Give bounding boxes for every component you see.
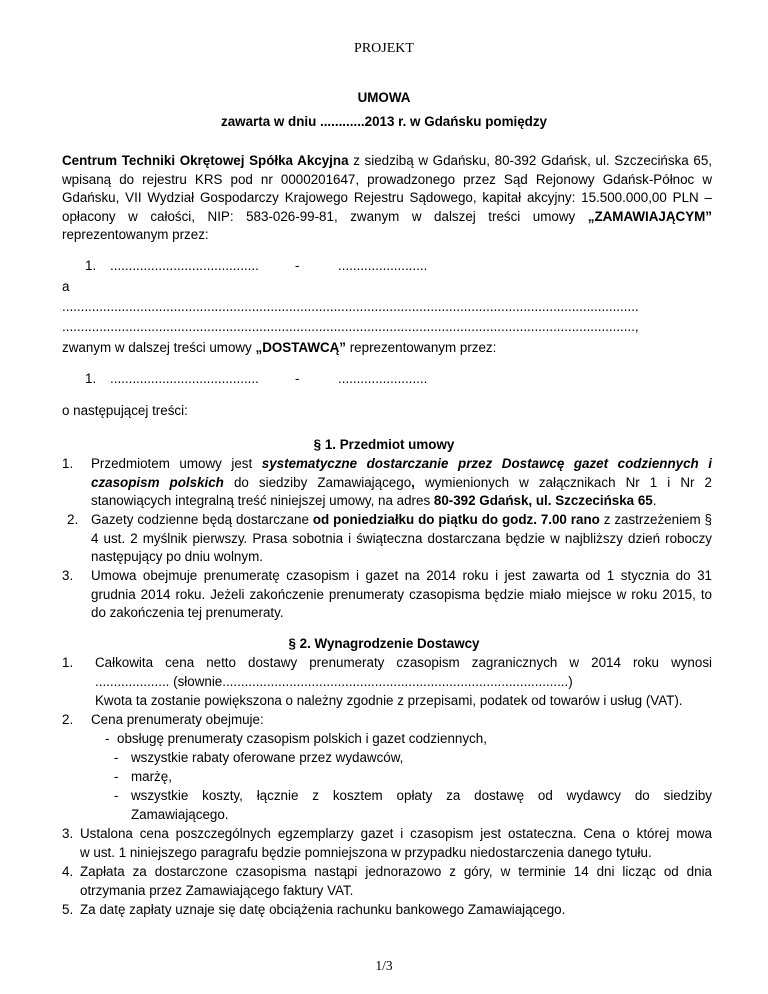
- s1-item-1-text-e: wymienionych w załącznikach Nr 1 i Nr 2 stanowiących integralną treść niniejszej umowy, na adres: [91, 474, 712, 509]
- s2-bullet-4-cont: Zamawiającego.: [131, 807, 229, 822]
- s1-item-1-emphasis: systematyczne dostarczanie przez Dostawcę gazet codziennych i czasopism polskich: [91, 456, 712, 490]
- ordering-party-paragraph: [62, 152, 712, 245]
- ordering-rep-title-blank: ........................: [338, 258, 428, 273]
- ordering-party-represented: reprezentowanym przez:: [62, 227, 209, 243]
- supplier-prefix: zwanym w dalszej treści umowy: [62, 340, 256, 355]
- supplier-represented: reprezentowanym przez:: [346, 340, 497, 355]
- supplier-intro-line: [62, 339, 496, 358]
- s2-item-3-line-1: Ustalona cena poszczególnych egzemplarzy gazet i czasopism jest ostateczna. Cena o której mowa: [80, 826, 712, 841]
- and-word: a: [62, 279, 70, 294]
- s1-item-2: [91, 511, 712, 567]
- draft-label: PROJEKT: [354, 41, 414, 56]
- contract-title: UMOWA: [357, 90, 411, 105]
- supplier-rep-title-blank: ........................: [338, 371, 428, 386]
- ordering-party-role: ZAMAWIAJĄCYM”: [594, 208, 712, 224]
- s1-item-2-text-a: Gazety codzienne będą dostarczane: [91, 512, 313, 527]
- s1-item-1-address: 80-392 Gdańsk, ul. Szczecińska 65: [433, 493, 653, 509]
- supplier-blank-line-2: ..........................................................................................................................................................,: [62, 319, 639, 334]
- s1-item-1-number: 1.: [62, 456, 74, 471]
- s1-item-1-text-a: Przedmiotem umowy jest: [91, 456, 262, 471]
- s1-item-3-number: 3.: [62, 568, 74, 583]
- ordering-party-name: Centrum Techniki Okrętowej Spółka Akcyjna: [62, 153, 349, 168]
- s2-bullet-4: wszystkie koszty, łącznie z kosztem opłaty za dostawę od wydawcy do siedziby: [131, 788, 712, 803]
- s2-item-2-number: 2.: [62, 712, 74, 727]
- supplier-rep-name-blank: ........................................: [110, 371, 259, 386]
- s2-item-2-intro: Cena prenumeraty obejmuje:: [91, 712, 264, 727]
- section-2-title: § 2. Wynagrodzenie Dostawcy: [288, 636, 480, 651]
- s2-item-4-line-2: otrzymania przez Zamawiającego faktury VAT.: [80, 883, 354, 898]
- supplier-rep-number: 1.: [85, 371, 97, 386]
- s1-item-3: Umowa obejmuje prenumeratę czasopism i gazet na 2014 roku i jest zawarta od 1 stycznia do 31 grudnia 2014 roku. Jeżeli zakończenie prenumeraty czasopisma będzie miało miejsce w roku 2015, to do zakończenia tej prenumeraty.: [91, 568, 712, 621]
- ordering-rep-number: 1.: [85, 258, 97, 273]
- ordering-representative-line: [85, 257, 96, 276]
- s2-item-5-number: 5.: [62, 902, 74, 917]
- s2-item-4-number: 4.: [62, 864, 74, 879]
- s2-item-3-line-2: w ust. 1 niniejszego paragrafu będzie pomniejszona w przypadku niedostarczenia danego tytułu.: [80, 845, 652, 860]
- s2-item-4-line-1: Zapłata za dostarczone czasopisma nastąpi jednorazowo z góry, w terminie 14 dni licząc od dnia: [80, 864, 712, 879]
- s2-item-1-number: 1.: [62, 655, 74, 670]
- s1-item-1: [91, 455, 712, 511]
- s2-item-1-line-1: Całkowita cena netto dostawy prenumeraty czasopism zagranicznych w 2014 roku wynosi: [95, 655, 712, 670]
- ordering-rep-dash: -: [295, 258, 300, 273]
- ordering-rep-name-blank: ........................................: [110, 258, 259, 273]
- supplier-blank-line-1: ...........................................................................................................................................................: [62, 299, 639, 314]
- s1-item-2-number: 2.: [67, 512, 79, 527]
- s1-item-1-comma: ,: [411, 474, 415, 490]
- s2-bullet-3: marżę,: [131, 769, 172, 784]
- section-1-title: § 1. Przedmiot umowy: [313, 437, 455, 452]
- s1-item-1-text-c: do siedziby Zamawiającego: [223, 474, 412, 490]
- supplier-rep-dash: -: [295, 371, 300, 386]
- s2-bullet-1-dash: -: [105, 731, 110, 746]
- s2-item-3-number: 3.: [62, 826, 74, 841]
- s2-item-5: Za datę zapłaty uznaje się datę obciążenia rachunku bankowego Zamawiającego.: [80, 902, 566, 917]
- s2-item-1-line-3: Kwota ta zostanie powiększona o należny zgodnie z przepisami, podatek od towarów i usług (VAT).: [95, 693, 683, 708]
- s2-item-1-line-2: .................... (słownie.............................................................................................): [95, 674, 573, 689]
- contract-subtitle: zawarta w dniu ............2013 r. w Gdańsku pomiędzy: [221, 114, 547, 129]
- ordering-party-description: z siedzibą w Gdańsku, 80-392 Gdańsk, ul. Szczecińska 65, wpisaną do rejestru KRS pod nr 0000201647, prowadzonego przez Sąd Rejonowy Gdańsk-Północ w Gdańsku, VII Wydział Gospodarczy Krajowego Rejestru Sądowego, kapitał akcyjny: 15.500.000,00 PLN – opłacony w całości, NIP: 583-026-99-81, zwanym w dalszej treści umowy: [62, 153, 712, 224]
- s1-item-2-text-c: z zastrzeżeniem § 4 ust. 2 myślnik pierwszy. Prasa sobotnia i świąteczna dostarczana będzie w najbliższy dzień roboczy następujący po dniu wolnym.: [91, 512, 712, 565]
- content-intro: o następującej treści:: [62, 403, 188, 418]
- supplier-role: DOSTAWCĄ”: [262, 340, 346, 355]
- page-number: 1/3: [375, 958, 393, 973]
- s2-bullet-4-dash: -: [114, 788, 119, 803]
- ordering-role-quote: „: [587, 208, 595, 224]
- s1-item-2-hours: od poniedziałku do piątku do godz. 7.00 rano: [312, 512, 600, 527]
- s2-bullet-2: wszystkie rabaty oferowane przez wydawców,: [131, 750, 404, 765]
- s2-bullet-2-dash: -: [114, 750, 119, 765]
- s2-bullet-1: obsługę prenumeraty czasopism polskich i gazet codziennych,: [117, 731, 487, 746]
- s2-bullet-3-dash: -: [114, 769, 119, 784]
- supplier-role-quote: „: [255, 340, 263, 355]
- s1-item-1-period: .: [652, 493, 657, 509]
